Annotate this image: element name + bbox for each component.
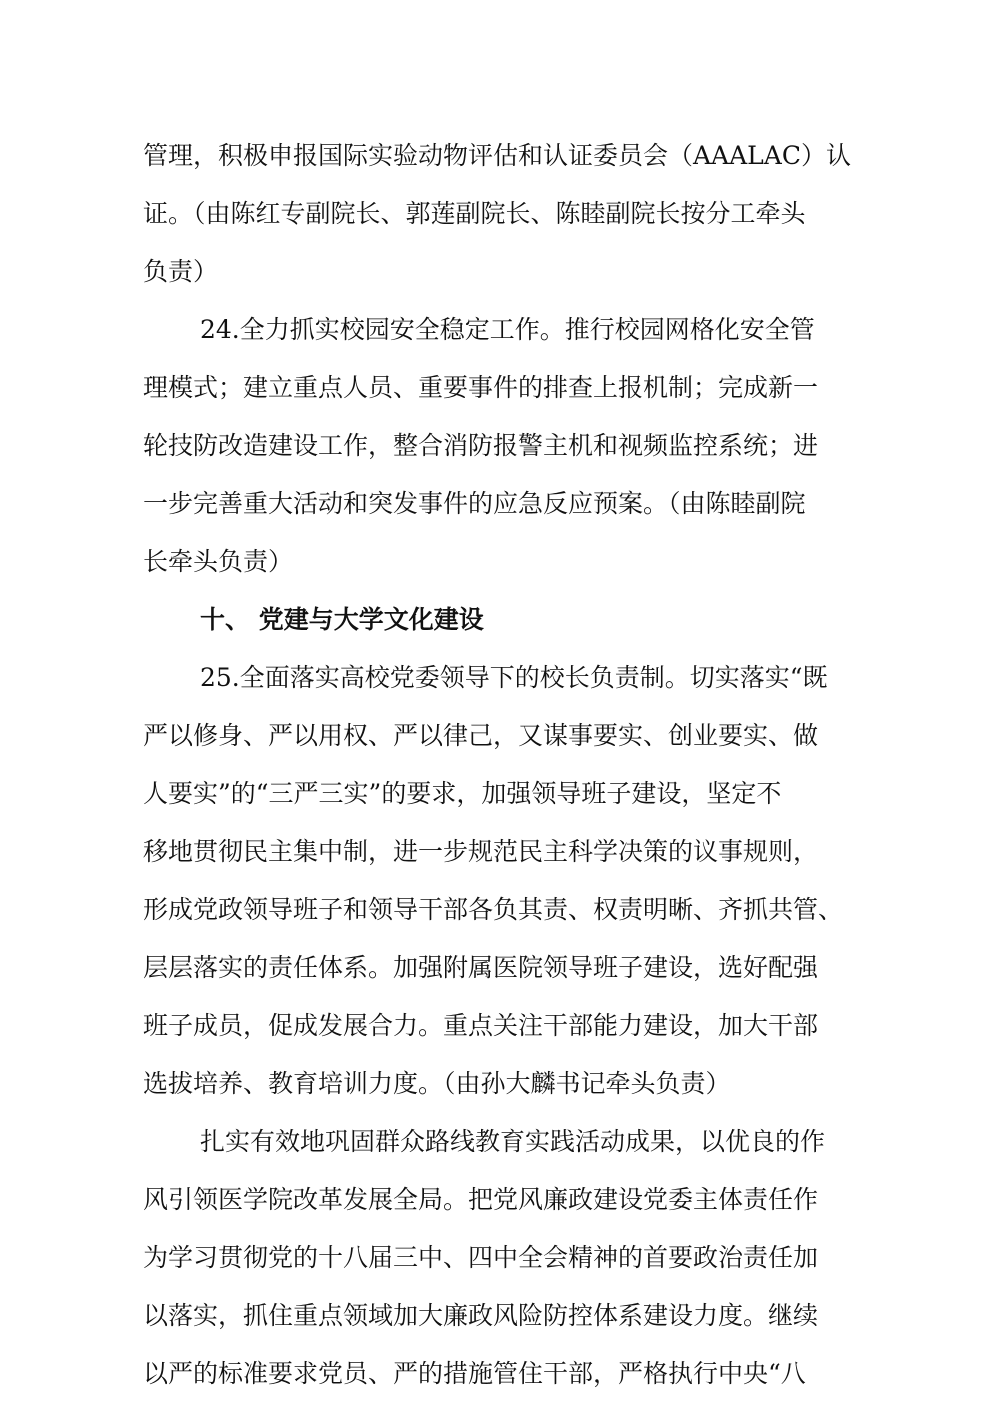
body-line: 轮技防改造建设工作，整合消防报警主机和视频监控系统；进: [143, 431, 819, 460]
paragraph-start: 扎实有效地巩固群众路线教育实践活动成果，以优良的作: [200, 1127, 826, 1156]
body-line: 层层落实的责任体系。加强附属医院领导班子建设，选好配强: [143, 953, 819, 982]
body-line: 证。（由陈红专副院长、郭莲副院长、陈睦副院长按分工牵头: [143, 199, 806, 228]
body-line: 以严的标准要求党员、严的措施管住干部，严格执行中央“八: [143, 1359, 806, 1388]
body-line: 风引领医学院改革发展全局。把党风廉政建设党委主体责任作: [143, 1185, 819, 1214]
body-line: 人要实”的“三严三实”的要求，加强领导班子建设，坚定不: [143, 779, 782, 808]
paragraph-start-24: 24.全力抓实校园安全稳定工作。推行校园网格化安全管: [200, 315, 815, 344]
paragraph-start-25: 25.全面落实高校党委领导下的校长负责制。切实落实“既: [200, 663, 828, 692]
body-line: 一步完善重大活动和突发事件的应急反应预案。（由陈睦副院: [143, 489, 806, 518]
body-line: 管理，积极申报国际实验动物评估和认证委员会（AAALAC）认: [143, 141, 851, 170]
body-line: 移地贯彻民主集中制，进一步规范民主科学决策的议事规则，: [143, 837, 819, 866]
body-line: 形成党政领导班子和领导干部各负其责、权责明晰、齐抓共管、: [143, 895, 844, 924]
body-line: 负责）: [143, 257, 219, 286]
body-line: 选拔培养、教育培训力度。（由孙大麟书记牵头负责）: [143, 1069, 731, 1098]
body-line: 为学习贯彻党的十八届三中、四中全会精神的首要政治责任加: [143, 1243, 819, 1272]
section-heading: 十、 党建与大学文化建设: [200, 605, 484, 634]
body-line: 严以修身、严以用权、严以律己，又谋事要实、创业要实、做: [143, 721, 819, 750]
body-line: 班子成员，促成发展合力。重点关注干部能力建设，加大干部: [143, 1011, 819, 1040]
body-line: 理模式；建立重点人员、重要事件的排查上报机制；完成新一: [143, 373, 819, 402]
body-line: 长牵头负责）: [143, 547, 294, 576]
body-line: 以落实，抓住重点领域加大廉政风险防控体系建设力度。继续: [143, 1301, 819, 1330]
